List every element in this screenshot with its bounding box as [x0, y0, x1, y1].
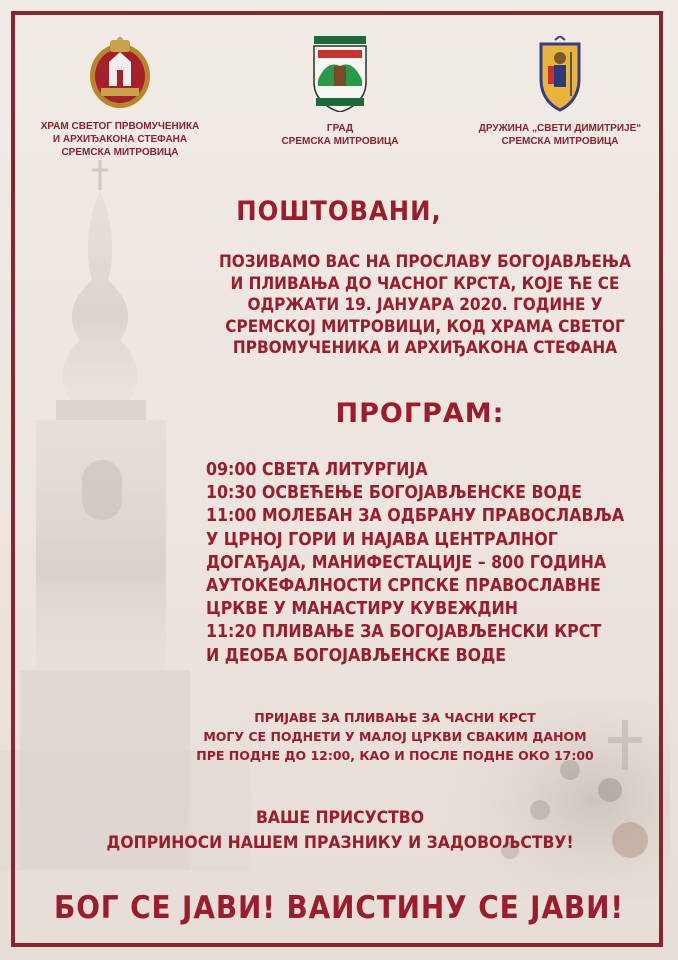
logo-row — [20, 36, 660, 166]
slogan: БОГ СЕ ЈАВИ! ВАИСТИНУ СЕ ЈАВИ! — [54, 890, 624, 926]
logo-city-caption-line: СРЕМСКА МИТРОВИЦА — [281, 136, 399, 147]
logo-church — [20, 36, 220, 159]
logo-brotherhood-caption-line: СРЕМСКА МИТРОВИЦА — [501, 136, 619, 147]
knight-shield-icon — [535, 36, 585, 112]
closing-line: ДОПРИНОСИ НАШЕМ ПРАЗНИКУ И ЗАДОВОЉСТВУ! — [106, 833, 574, 853]
schedule-line: АУТОКЕФАЛНОСТИ СРПСКЕ ПРАВОСЛАВНЕ — [206, 575, 601, 597]
note-line: МОГУ СЕ ПОДНЕТИ У МАЛОЈ ЦРКВИ СВАКИМ ДАНОМ — [203, 729, 587, 744]
schedule-line: 11:20 ПЛИВАЊЕ ЗА БОГОЈАВЉЕНСКИ КРСТ — [206, 621, 602, 643]
invitation-line: ПОЗИВАМО ВАС НА ПРОСЛАВУ БОГОЈАВЉЕЊА — [218, 252, 632, 272]
schedule-line: ДОГАЂАЈА, МАНИФЕСТАЦИЈЕ – 800 ГОДИНА — [206, 551, 607, 573]
note-line: ПРИЈАВЕ ЗА ПЛИВАЊЕ ЗА ЧАСНИ КРСТ — [254, 710, 536, 725]
city-coat-of-arms-icon — [310, 36, 370, 112]
logo-brotherhood-caption-line: ДРУЖИНА „СВЕТИ ДИМИТРИЈЕ“ — [478, 123, 642, 134]
program-heading: ПРОГРАМ: — [335, 398, 505, 429]
greeting-heading: ПОШТОВАНИ, — [236, 196, 442, 227]
schedule-line: У ЦРНОЈ ГОРИ И НАЈАВА ЦЕНТРАЛНОГ — [206, 528, 558, 550]
note-line: ПРЕ ПОДНЕ ДО 12:00, КАО И ПОСЛЕ ПОДНЕ ОКО 17:00 — [196, 748, 594, 763]
schedule-line: 10:30 ОСВЕЋЕЊЕ БОГОЈАВЉЕНСКЕ ВОДЕ — [206, 482, 582, 504]
invitation-line: СРЕМСКОЈ МИТРОВИЦИ, КОД ХРАМА СВЕТОГ — [225, 316, 625, 337]
program-schedule — [206, 458, 625, 667]
schedule-line: 09:00 СВЕТА ЛИТУРГИЈА — [206, 459, 428, 480]
registration-note — [190, 708, 600, 765]
logo-city — [240, 36, 440, 148]
closing-text — [82, 806, 597, 856]
logo-church-caption-line: СРЕМСКА МИТРОВИЦА — [61, 147, 179, 158]
closing-line: ВАШЕ ПРИСУСТВО — [255, 808, 425, 828]
schedule-line: ЦРКВЕ У МАНАСТИРУ КУВЕЖДИН — [206, 598, 519, 620]
schedule-line: 11:00 МОЛЕБАН ЗА ОДБРАНУ ПРАВОСЛАВЉА — [206, 505, 625, 527]
invitation-line: ОДРЖАТИ 19. ЈАНУАРА 2020. ГОДИНЕ У — [247, 295, 603, 315]
logo-city-caption-line: ГРАД — [326, 123, 354, 134]
invitation-line: И ПЛИВАЊА ДО ЧАСНОГ КРСТА, КОЈЕ ЋЕ СЕ — [230, 273, 620, 294]
church-coat-of-arms-icon — [87, 36, 153, 110]
invitation-line: ПРВОМУЧЕНИКА И АРХИЂАКОНА СТЕФАНА — [232, 338, 618, 358]
schedule-line: И ДЕОБА БОГОЈАВЉЕНСКЕ ВОДЕ — [206, 644, 507, 666]
logo-brotherhood — [460, 36, 660, 148]
logo-church-caption-line: ХРАМ СВЕТОГ ПРВОМУЧЕНИКА — [40, 121, 200, 132]
logo-church-caption-line: И АРХИЂАКОНА СТЕФАНА — [52, 134, 188, 145]
invitation-text — [214, 252, 637, 360]
